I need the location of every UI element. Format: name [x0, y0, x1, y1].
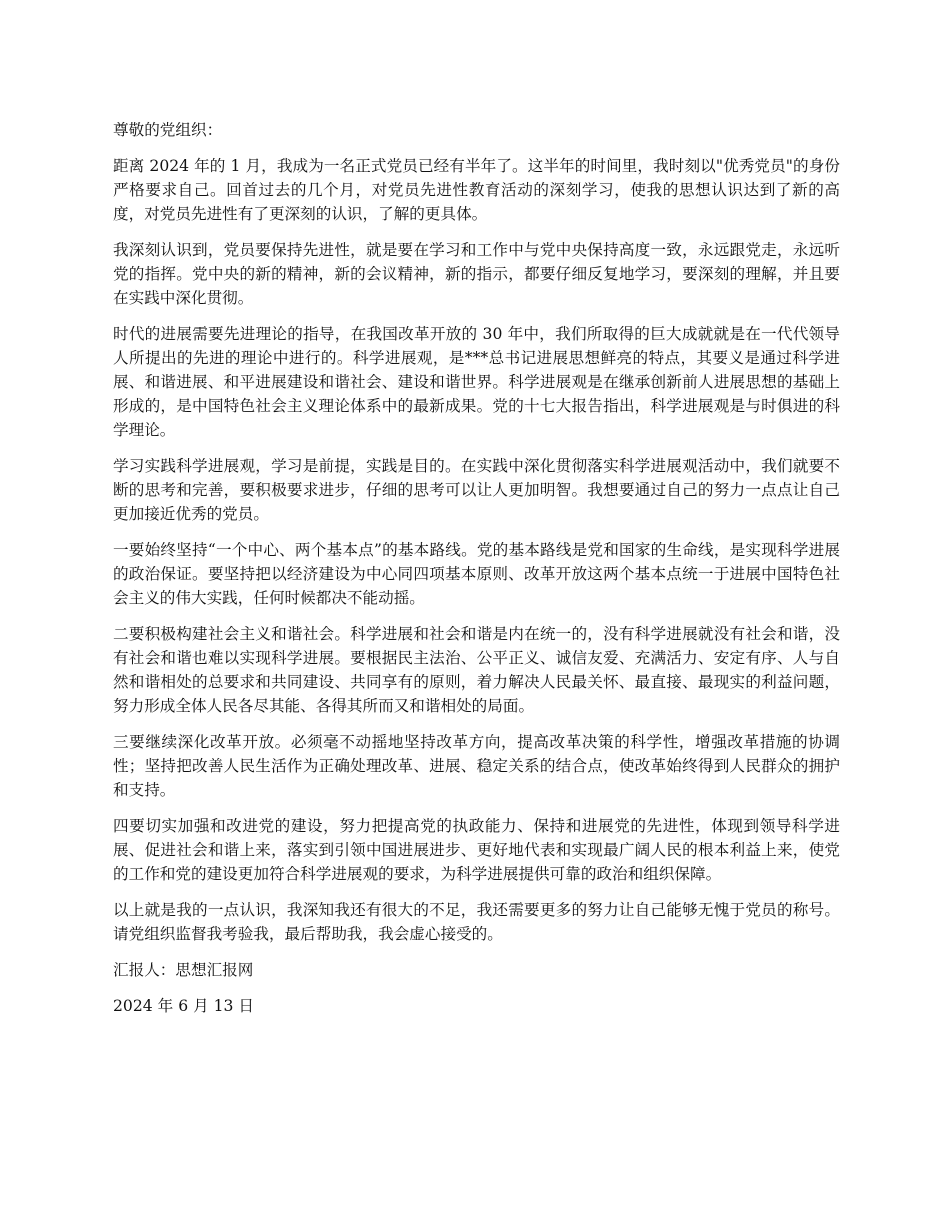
paragraph-8: 四要切实加强和改进党的建设，努力把提高党的执政能力、保持和进展党的先进性，体现到领导科学进展、促进社会和谐上来，落实到引领中国进展进步、更好地代表和实现最广阔人民的根本利益上来，使党的工作和党的建设更加符合科学进展观的要求，为科学进展提供可靠的政治和组织保障。 [113, 817, 840, 883]
paragraph-6: 二要积极构建社会主义和谐社会。科学进展和社会和谐是内在统一的，没有科学进展就没有社会和谐，没有社会和谐也难以实现科学进展。要根据民主法治、公平正义、诚信友爱、充满活力、安定有序、人与自然和谐相处的总要求和共同建设、共同享有的原则，着力解决人民最关怀、最直接、最现实的利益问题，努力形成全体人民各尽其能、各得其所而又和谐相处的局面。 [113, 625, 840, 715]
letter-body [113, 118, 840, 1030]
paragraph-2: 我深刻认识到，党员要保持先进性，就是要在学习和工作中与党中央保持高度一致，永远跟党走，永远听党的指挥。党中央的新的精神，新的会议精神，新的指示，都要仔细反复地学习，要深刻的理解，并且要在实践中深化贯彻。 [113, 241, 840, 307]
paragraph-5: 一要始终坚持“一个中心、两个基本点”的基本路线。党的基本路线是党和国家的生命线，是实现科学进展的政治保证。要坚持把以经济建设为中心同四项基本原则、改革开放这两个基本点统一于进展中国特色社会主义的伟大实践，任何时候都决不能动摇。 [113, 541, 840, 607]
paragraph-4: 学习实践科学进展观，学习是前提，实践是目的。在实践中深化贯彻落实科学进展观活动中，我们就要不断的思考和完善，要积极要求进步，仔细的思考可以让人更加明智。我想要通过自己的努力一点点让自己更加接近优秀的党员。 [113, 457, 840, 523]
salutation: 尊敬的党组织： [113, 121, 223, 139]
paragraph-1: 距离 2024 年的 1 月，我成为一名正式党员已经有半年了。这半年的时间里，我时刻以"优秀党员"的身份严格要求自己。回首过去的几个月，对党员先进性教育活动的深刻学习，使我的思想认识达到了新的高度，对党员先进性有了更深刻的认识，了解的更具体。 [113, 157, 840, 223]
paragraph-3: 时代的进展需要先进理论的指导，在我国改革开放的 30 年中，我们所取得的巨大成就就是在一代代领导人所提出的先进的理论中进行的。科学进展观，是***总书记进展思想鲜亮的特点，其要义是通过科学进展、和谐进展、和平进展建设和谐社会、建设和谐世界。科学进展观是在继承创新前人进展思想的基础上形成的，是中国特色社会主义理论体系中的最新成果。党的十七大报告指出，科学进展观是与时俱进的科学理论。 [113, 325, 840, 439]
reporter-signature: 汇报人：思想汇报网 [113, 961, 254, 979]
paragraph-7: 三要继续深化改革开放。必须毫不动摇地坚持改革方向，提高改革决策的科学性，增强改革措施的协调性；坚持把改善人民生活作为正确处理改革、进展、稳定关系的结合点，使改革始终得到人民群众的拥护和支持。 [113, 733, 840, 799]
paragraph-9: 以上就是我的一点认识，我深知我还有很大的不足，我还需要更多的努力让自己能够无愧于党员的称号。请党组织监督我考验我，最后帮助我，我会虚心接受的。 [113, 901, 840, 943]
report-date: 2024 年 6 月 13 日 [113, 997, 255, 1015]
